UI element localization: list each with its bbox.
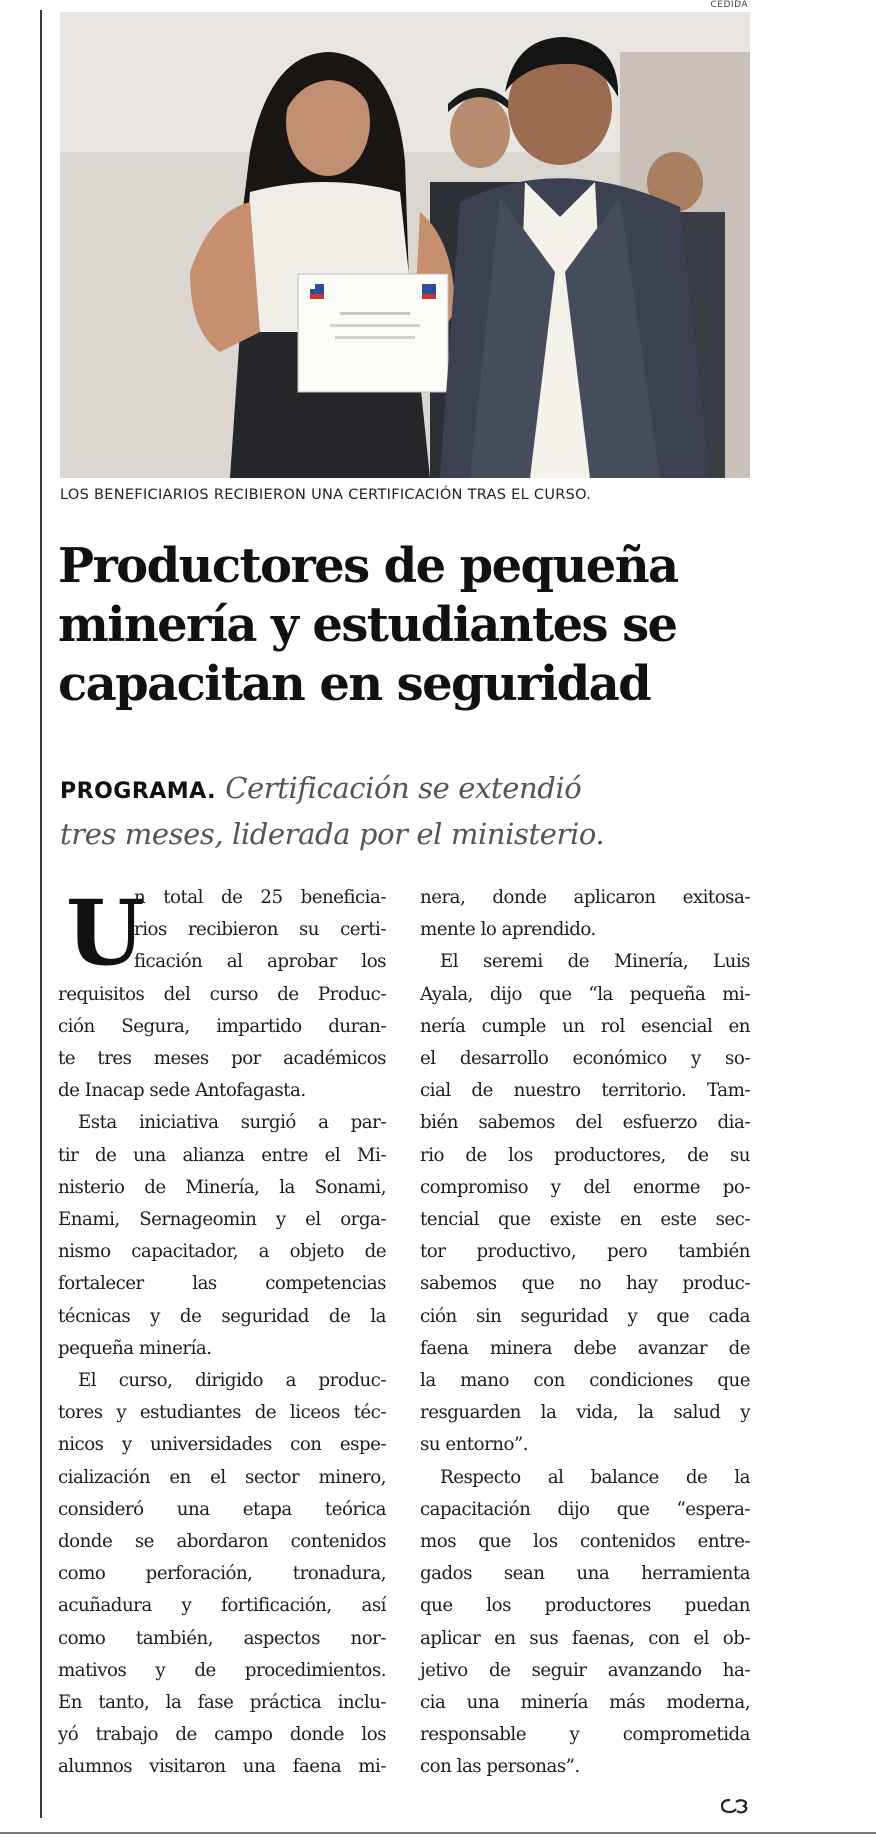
body-line: el desarrollo económico y so- <box>420 1048 750 1070</box>
deck-text: Certificación se extendió <box>225 771 582 805</box>
body-line: resguarden la vida, la salud y <box>420 1402 750 1424</box>
end-of-article-icon <box>720 1796 752 1816</box>
headline-line: capacitan en seguridad <box>58 656 651 712</box>
body-line: acuñadura y fortificación, así <box>58 1595 386 1617</box>
body-line: El seremi de Minería, Luis <box>440 951 750 973</box>
body-line: te tres meses por académicos <box>58 1048 386 1070</box>
headline-line: Productores de pequeña <box>58 538 678 594</box>
body-line: tores y estudiantes de liceos téc- <box>58 1402 386 1424</box>
article-column-left <box>58 882 386 1784</box>
body-line: fortalecer las competencias <box>58 1273 386 1295</box>
body-line: la mano con condiciones que <box>420 1370 750 1392</box>
body-line: Esta iniciativa surgió a par- <box>78 1112 386 1134</box>
body-line: compromiso y del enorme po- <box>420 1176 750 1198</box>
body-line: nera, donde aplicaron exitosa- <box>420 887 750 908</box>
body-line: que los productores puedan <box>420 1595 750 1617</box>
body-line: gados sean una herramienta <box>420 1563 750 1585</box>
body-line: tor productivo, pero también <box>420 1241 750 1263</box>
body-line: tir de una alianza entre el Mi- <box>58 1144 386 1166</box>
article-photo <box>60 12 750 478</box>
body-line: bién sabemos del esfuerzo dia- <box>420 1112 750 1134</box>
body-line: nisterio de Minería, la Sonami, <box>58 1176 386 1198</box>
body-line: mos que los contenidos entre- <box>420 1531 750 1553</box>
photo-illustration <box>60 12 750 478</box>
body-line: como perforación, tronadura, <box>58 1563 386 1585</box>
body-line: ción Segura, impartido duran- <box>58 1015 386 1037</box>
body-line: ción sin seguridad y que cada <box>420 1305 750 1327</box>
body-line: capacitación dijo que “espera- <box>420 1498 750 1520</box>
body-line: aplicar en sus faenas, con el ob- <box>420 1627 750 1649</box>
deck <box>60 767 760 855</box>
body-line: su entorno”. <box>420 1434 529 1456</box>
body-line: jetivo de seguir avanzando ha- <box>420 1659 750 1681</box>
body-line: cialización en el sector minero, <box>58 1466 386 1488</box>
column-rule <box>40 10 42 1818</box>
body-line: con las personas”. <box>420 1756 580 1778</box>
article-column-right <box>420 882 750 1784</box>
body-line: de Inacap sede Antofagasta. <box>58 1080 306 1102</box>
body-line: nería cumple un rol esencial en <box>420 1015 750 1037</box>
body-line: ficación al aprobar los <box>134 951 386 973</box>
body-line: faena minera debe avanzar de <box>420 1337 750 1359</box>
body-line: sabemos que no hay produc- <box>420 1273 750 1295</box>
body-line: cia una minería más moderna, <box>420 1692 750 1714</box>
body-line: yó trabajo de campo donde los <box>58 1724 386 1746</box>
body-line: como también, aspectos nor- <box>58 1627 386 1649</box>
body-line: mente lo aprendido. <box>420 919 596 941</box>
body-line: alumnos visitaron una faena mi- <box>58 1756 386 1778</box>
body-line: En tanto, la fase práctica inclu- <box>58 1692 386 1714</box>
photo-caption: LOS BENEFICIARIOS RECIBIERON UNA CERTIFICACIÓN TRAS EL CURSO. <box>60 487 592 503</box>
page-bottom-rule <box>0 1832 876 1834</box>
photo-credit: CEDIDA <box>710 0 748 10</box>
body-line: nismo capacitador, a objeto de <box>58 1241 386 1263</box>
deck-label: PROGRAMA. <box>60 779 216 804</box>
body-line: Enami, Sernageomin y el orga- <box>58 1209 386 1231</box>
body-line: nicos y universidades con espe- <box>58 1434 386 1456</box>
body-line: consideró una etapa teórica <box>58 1498 386 1520</box>
body-line: técnicas y de seguridad de la <box>58 1305 386 1327</box>
deck-text: tres meses, liderada por el ministerio. <box>60 817 605 851</box>
body-line: requisitos del curso de Produc- <box>58 983 386 1005</box>
body-line: donde se abordaron contenidos <box>58 1531 386 1553</box>
body-line: cial de nuestro territorio. Tam- <box>420 1080 750 1102</box>
body-line: Ayala, dijo que “la pequeña mi- <box>420 983 750 1005</box>
drop-cap: U <box>66 880 145 986</box>
body-line: responsable y comprometida <box>420 1724 750 1746</box>
body-line: tencial que existe en este sec- <box>420 1209 750 1231</box>
headline <box>58 537 758 714</box>
body-line: mativos y de procedimientos. <box>58 1659 386 1681</box>
body-line: rios recibieron su certi- <box>134 919 386 941</box>
headline-line: minería y estudiantes se <box>58 597 677 653</box>
body-line: rio de los productores, de su <box>420 1144 750 1166</box>
body-line: pequeña minería. <box>58 1337 212 1359</box>
body-line: El curso, dirigido a produc- <box>78 1370 386 1392</box>
body-line: n total de 25 beneficia- <box>134 887 386 908</box>
body-line: Respecto al balance de la <box>440 1466 750 1488</box>
